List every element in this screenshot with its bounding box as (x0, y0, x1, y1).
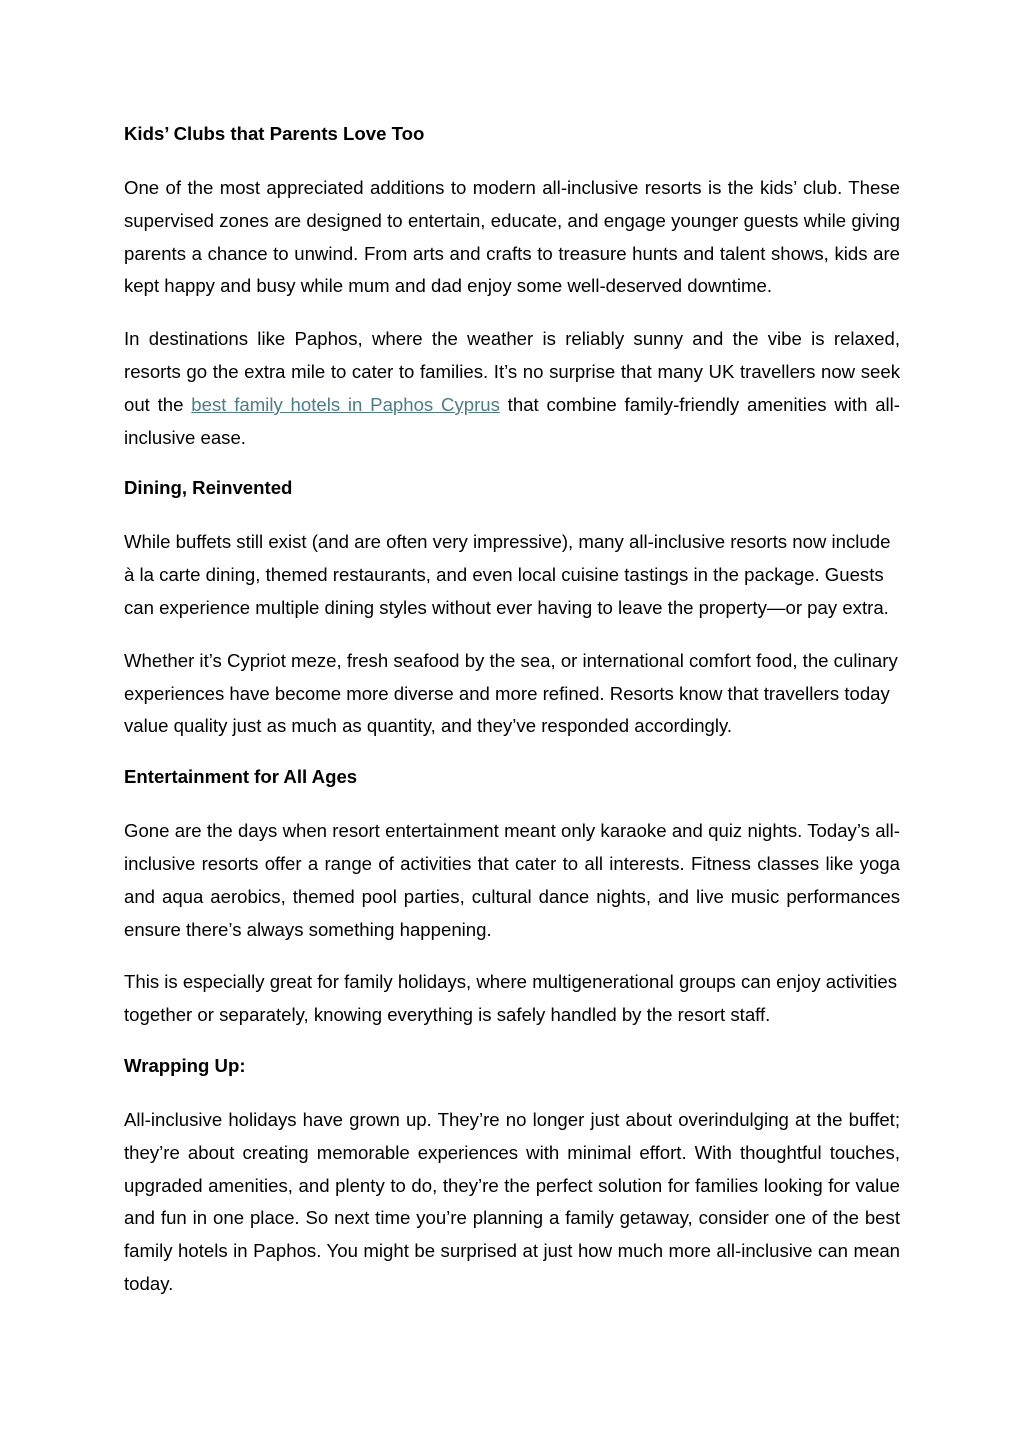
document-page (124, 120, 900, 1321)
paragraph-kids-clubs: One of the most appreciated additions to modern all-inclusive resorts is the kids’ club. These supervised zones are designed to entertain, educate, and engage younger guests while giving parents a chance to unwind. From arts and crafts to treasure hunts and talent shows, kids are kept happy and busy while mum and dad enjoy some well-deserved downtime. (124, 177, 900, 297)
section-heading-wrapping-up: Wrapping Up: (124, 1054, 246, 1076)
paragraph-wrapping-up: All-inclusive holidays have grown up. They’re no longer just about overindulging at the buffet; they’re about creating memorable experiences with minimal effort. With thoughtful touches, upgraded amenities, and plenty to do, they’re the perfect solution for families looking for value and fun in one place. So next time you’re planning a family getaway, consider one of the best family hotels in Paphos. You might be surprised at just how much more all-inclusive can mean today. (124, 1108, 900, 1294)
paragraph-text-after-link: that combine family-friendly amenities with all-inclusive ease. (124, 393, 900, 448)
paragraph-dining-cuisine: Whether it’s Cypriot meze, fresh seafood by the sea, or international comfort food, the culinary experiences have become more diverse and more refined. Resorts know that travellers today value quality just as much as quantity, and they’ve responded accordingly. (124, 649, 898, 737)
paragraph-entertainment-activities: Gone are the days when resort entertainment meant only karaoke and quiz nights. Today’s all-inclusive resorts offer a range of activities that cater to all interests. Fitness classes like yoga and aqua aerobics, themed pool parties, cultural dance nights, and live music performances ensure there’s always something happening. (124, 820, 900, 940)
family-hotels-link[interactable]: best family hotels in Paphos Cyprus (191, 393, 500, 415)
paragraph-paphos-families (124, 323, 900, 454)
paragraph-entertainment-family: This is especially great for family holidays, where multigenerational groups can enjoy activities together or separately, knowing everything is safely handled by the resort staff. (124, 971, 898, 1026)
section-heading-entertainment: Entertainment for All Ages (124, 766, 358, 788)
paragraph-text-before-link: In destinations like Paphos, where the weather is reliably sunny and the vibe is relaxed, resorts go the extra mile to cater to families. It’s no surprise that many UK travellers now seek out the (124, 328, 900, 415)
paragraph-dining-buffets: While buffets still exist (and are often very impressive), many all-inclusive resorts now include à la carte dining, themed restaurants, and even local cuisine tastings in the package. Guests can experience multiple dining styles without ever having to leave the property—or pay extra. (124, 531, 891, 618)
section-heading-dining: Dining, Reinvented (124, 477, 293, 499)
section-heading-kids-clubs: Kids’ Clubs that Parents Love Too (124, 123, 425, 144)
